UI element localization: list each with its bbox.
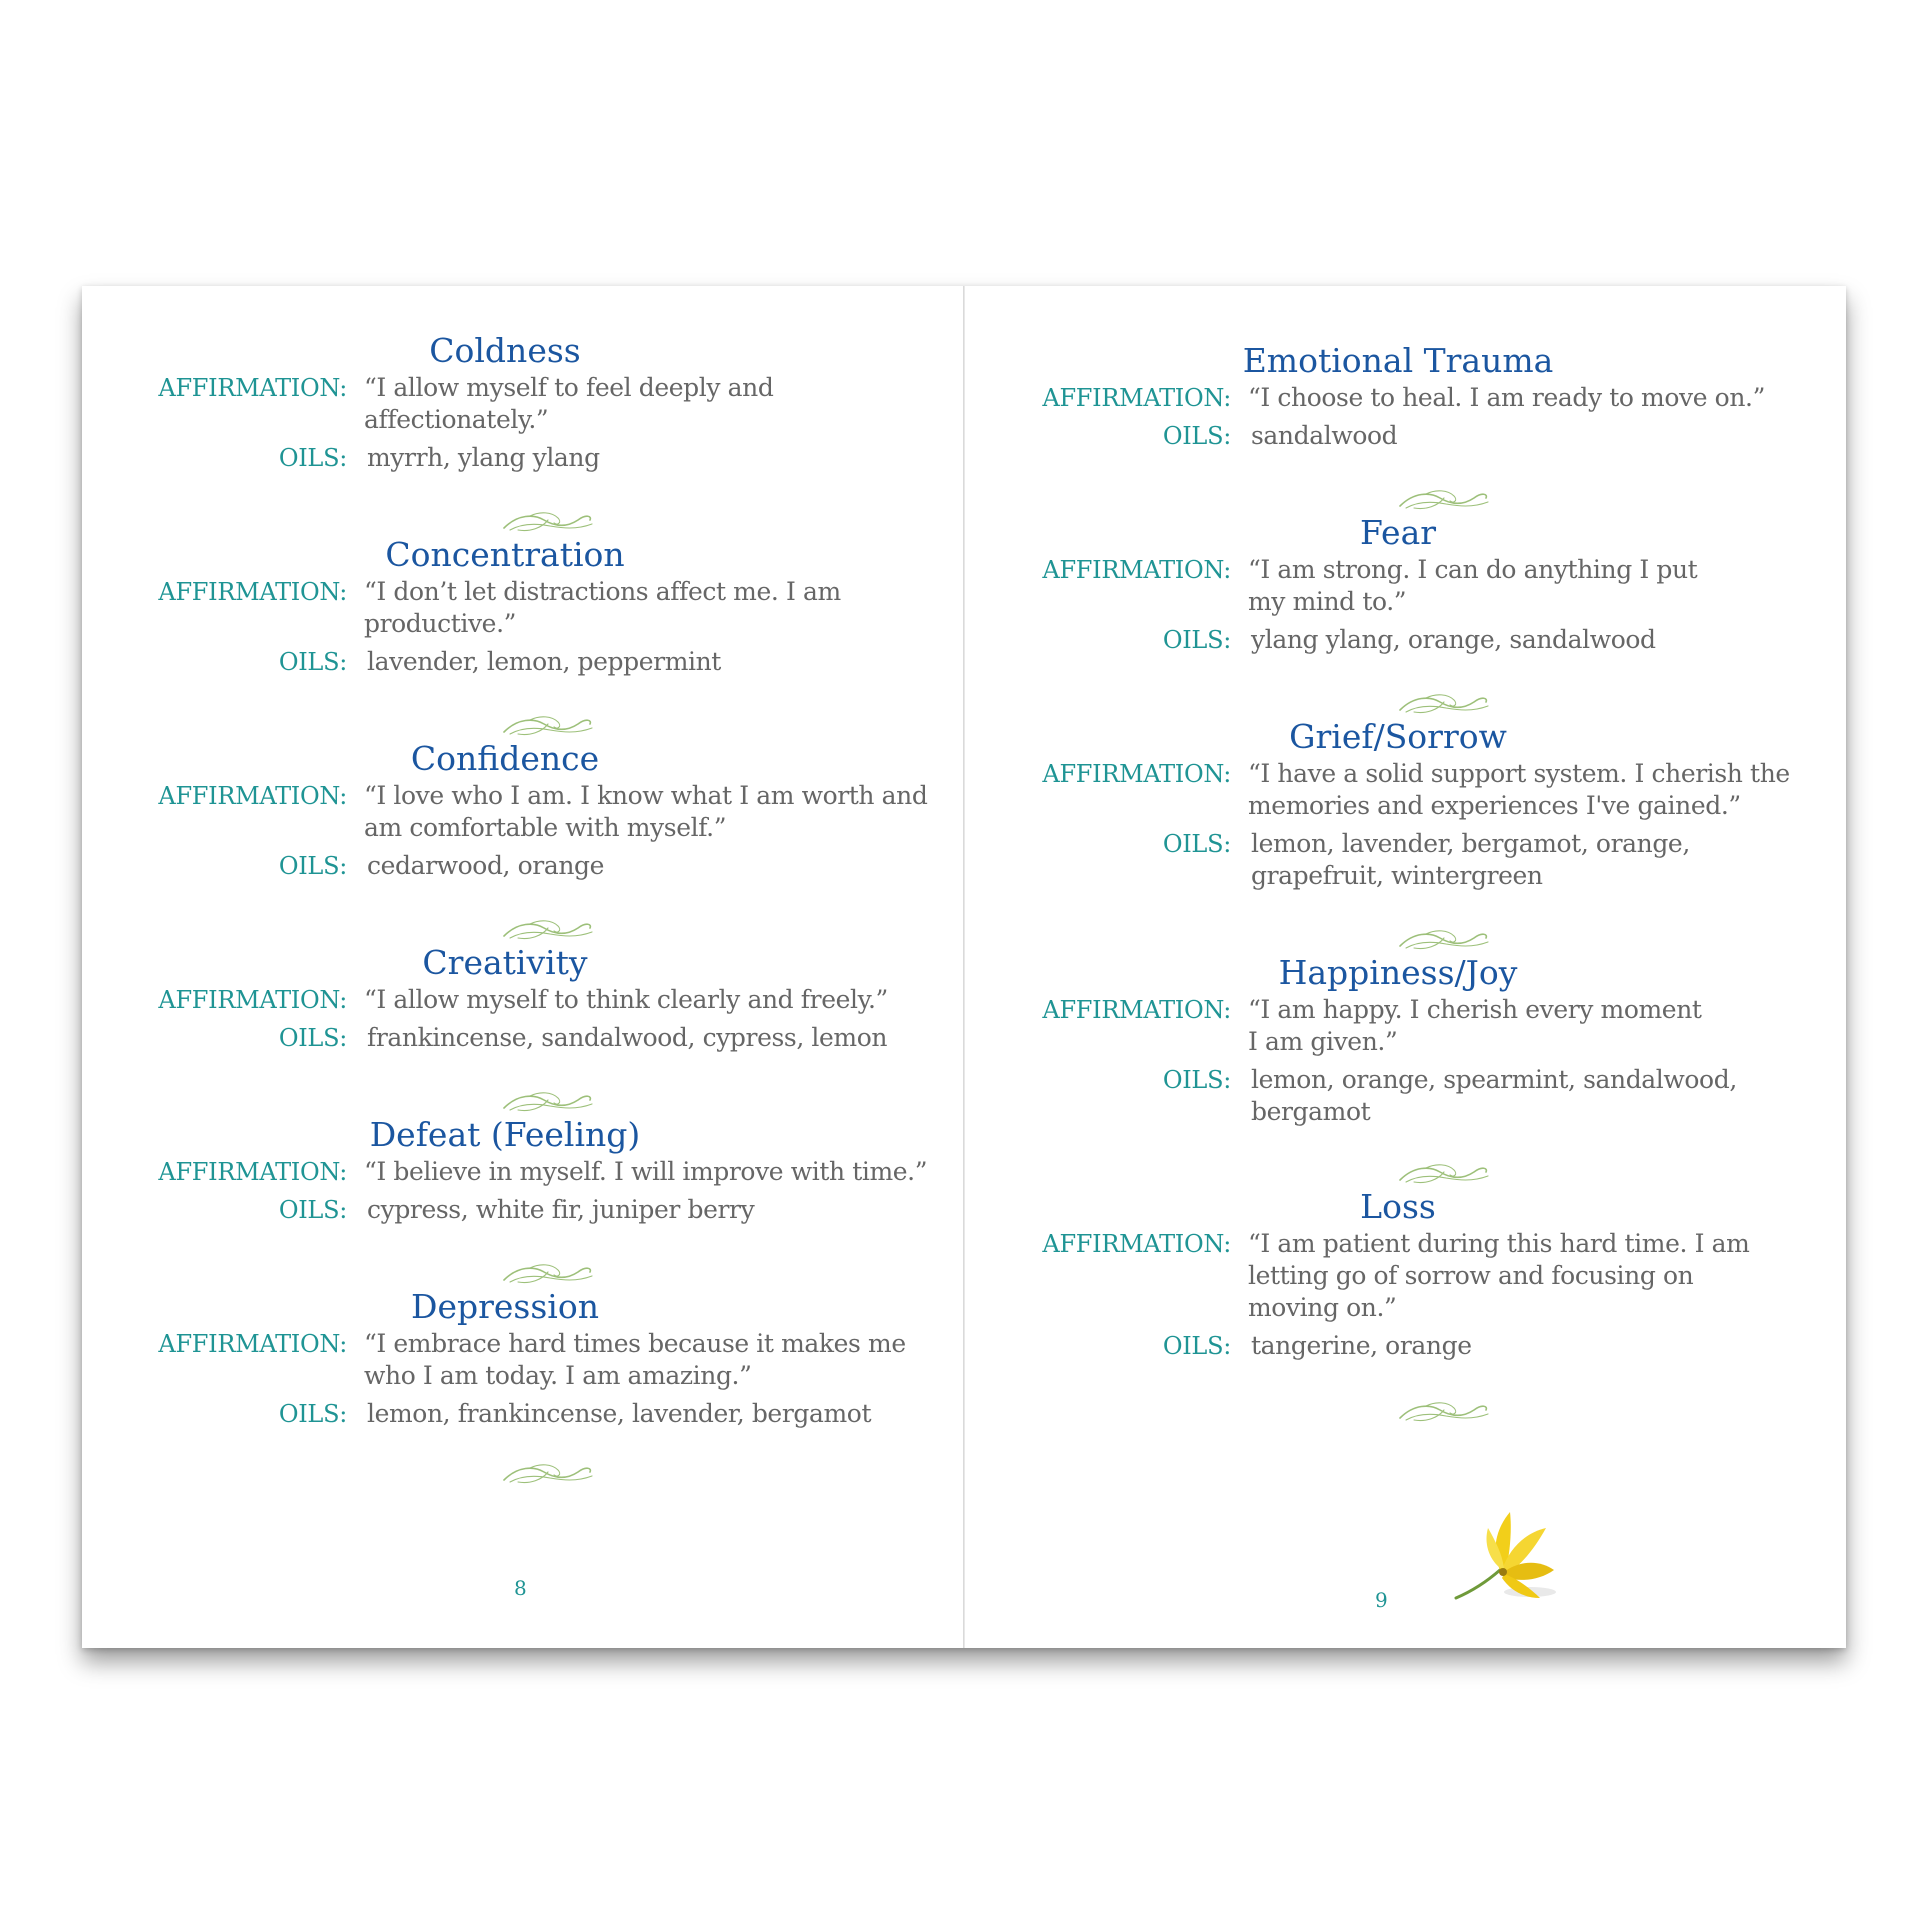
entry-title: Concentration — [385, 535, 625, 574]
oils-text — [367, 1398, 927, 1430]
affirmation-label: AFFIRMATION: — [158, 782, 347, 810]
affirmation-line: “I am patient during this hard time. I am — [1248, 1229, 1750, 1258]
oils-line: myrrh, ylang ylang — [367, 443, 600, 472]
entry — [966, 340, 1846, 452]
oils-line: lemon, lavender, bergamot, orange, — [1251, 829, 1690, 858]
affirmation-label: AFFIRMATION: — [1042, 760, 1231, 788]
flourish-divider-icon — [1396, 486, 1492, 514]
affirmation-label: AFFIRMATION: — [158, 374, 347, 402]
affirmation-line: memories and experiences I've gained.” — [1248, 791, 1741, 820]
affirmation-label: AFFIRMATION: — [158, 1158, 347, 1186]
entry-title: Depression — [411, 1287, 599, 1326]
affirmation-row — [966, 994, 1846, 1058]
affirmation-row — [966, 758, 1846, 822]
entry-title: Grief/Sorrow — [1289, 717, 1507, 756]
affirmation-label: AFFIRMATION: — [158, 1330, 347, 1358]
affirmation-label: AFFIRMATION: — [1042, 1230, 1231, 1258]
oils-label: OILS: — [278, 648, 347, 676]
oils-line: ylang ylang, orange, sandalwood — [1251, 625, 1656, 654]
oils-label: OILS: — [1162, 626, 1231, 654]
oils-line: lavender, lemon, peppermint — [367, 647, 721, 676]
affirmation-text — [1248, 758, 1819, 822]
entry-title: Loss — [1360, 1187, 1436, 1226]
oils-row — [82, 850, 964, 882]
oils-row — [966, 1064, 1846, 1128]
affirmation-label: AFFIRMATION: — [1042, 384, 1231, 412]
oils-row — [82, 646, 964, 678]
oils-row — [966, 420, 1846, 452]
affirmation-line: “I allow myself to think clearly and freely.” — [364, 985, 888, 1014]
oils-row — [82, 442, 964, 474]
oils-text — [1251, 828, 1811, 892]
affirmation-line: “I have a solid support system. I cherish the — [1248, 759, 1790, 788]
entry-title: Emotional Trauma — [1242, 341, 1554, 380]
flourish-divider-icon — [500, 1088, 596, 1116]
book-spread — [82, 286, 1846, 1648]
affirmation-line: I am given.” — [1248, 1027, 1398, 1056]
entry — [966, 512, 1846, 656]
entry — [82, 942, 964, 1054]
oils-row — [82, 1194, 964, 1226]
oils-text — [367, 646, 927, 678]
oils-text — [1251, 420, 1811, 452]
oils-label: OILS: — [278, 1400, 347, 1428]
oils-line: lemon, orange, spearmint, sandalwood, — [1251, 1065, 1737, 1094]
oils-row — [82, 1022, 964, 1054]
affirmation-line: “I don’t let distractions affect me. I am — [364, 577, 841, 606]
oils-row — [966, 1330, 1846, 1362]
flourish-divider-icon — [1396, 926, 1492, 954]
affirmation-line: “I am happy. I cherish every moment — [1248, 995, 1702, 1024]
affirmation-text — [364, 1156, 935, 1188]
entry-title: Fear — [1359, 513, 1437, 552]
oils-line: cypress, white fir, juniper berry — [367, 1195, 755, 1224]
flourish-divider-icon — [1396, 690, 1492, 718]
oils-row — [966, 828, 1846, 892]
affirmation-row — [82, 372, 964, 436]
affirmation-line: letting go of sorrow and focusing on — [1248, 1261, 1694, 1290]
affirmation-line: “I am strong. I can do anything I put — [1248, 555, 1698, 584]
oils-label: OILS: — [278, 852, 347, 880]
affirmation-line: am comfortable with myself.” — [364, 813, 727, 842]
affirmation-label: AFFIRMATION: — [158, 986, 347, 1014]
flourish-divider-icon — [1396, 1398, 1492, 1426]
oils-text — [1251, 624, 1811, 656]
ylang-ylang-flower-icon — [1450, 1508, 1560, 1604]
oils-label: OILS: — [1162, 1066, 1231, 1094]
oils-label: OILS: — [278, 1196, 347, 1224]
oils-label: OILS: — [1162, 830, 1231, 858]
affirmation-label: AFFIRMATION: — [1042, 996, 1231, 1024]
entry-title: Happiness/Joy — [1278, 953, 1518, 992]
affirmation-text — [364, 984, 935, 1016]
page-number: 8 — [514, 1576, 527, 1600]
oils-line: cedarwood, orange — [367, 851, 605, 880]
affirmation-line: who I am today. I am amazing.” — [364, 1361, 752, 1390]
affirmation-text — [364, 576, 935, 640]
entry-title: Creativity — [422, 943, 588, 982]
oils-line: tangerine, orange — [1251, 1331, 1472, 1360]
left-page — [82, 286, 964, 1648]
right-page — [966, 286, 1846, 1648]
oils-text — [1251, 1064, 1811, 1128]
oils-text — [367, 850, 927, 882]
oils-text — [367, 1194, 927, 1226]
affirmation-line: “I embrace hard times because it makes me — [364, 1329, 906, 1358]
oils-line: lemon, frankincense, lavender, bergamot — [367, 1399, 872, 1428]
oils-row — [966, 624, 1846, 656]
oils-line: bergamot — [1251, 1097, 1371, 1126]
affirmation-line: “I believe in myself. I will improve with time.” — [364, 1157, 928, 1186]
affirmation-label: AFFIRMATION: — [158, 578, 347, 606]
flourish-divider-icon — [500, 508, 596, 536]
flourish-divider-icon — [500, 916, 596, 944]
entry — [82, 330, 964, 474]
oils-label: OILS: — [278, 1024, 347, 1052]
entry — [966, 952, 1846, 1128]
affirmation-row — [82, 576, 964, 640]
affirmation-row — [82, 780, 964, 844]
affirmation-text — [1248, 1228, 1819, 1324]
entry — [82, 738, 964, 882]
affirmation-label: AFFIRMATION: — [1042, 556, 1231, 584]
affirmation-text — [1248, 994, 1819, 1058]
affirmation-line: “I love who I am. I know what I am worth and — [364, 781, 928, 810]
affirmation-row — [966, 382, 1846, 414]
entry — [966, 1186, 1846, 1362]
oils-label: OILS: — [278, 444, 347, 472]
affirmation-row — [966, 1228, 1846, 1324]
oils-line: grapefruit, wintergreen — [1251, 861, 1543, 890]
oils-label: OILS: — [1162, 1332, 1231, 1360]
affirmation-line: affectionately.” — [364, 405, 549, 434]
flourish-divider-icon — [500, 1260, 596, 1288]
affirmation-text — [1248, 554, 1819, 618]
flourish-divider-icon — [500, 1460, 596, 1488]
affirmation-text — [364, 780, 935, 844]
oils-row — [82, 1398, 964, 1430]
flourish-divider-icon — [1396, 1160, 1492, 1188]
oils-line: frankincense, sandalwood, cypress, lemon — [367, 1023, 888, 1052]
entry — [82, 1286, 964, 1430]
oils-line: sandalwood — [1251, 421, 1398, 450]
affirmation-line: my mind to.” — [1248, 587, 1407, 616]
entry — [82, 1114, 964, 1226]
affirmation-text — [364, 1328, 935, 1392]
affirmation-row — [82, 1328, 964, 1392]
oils-label: OILS: — [1162, 422, 1231, 450]
entry-title: Defeat (Feeling) — [369, 1115, 641, 1154]
oils-text — [1251, 1330, 1811, 1362]
affirmation-row — [82, 1156, 964, 1188]
entry — [82, 534, 964, 678]
entry-title: Coldness — [429, 331, 581, 370]
affirmation-row — [82, 984, 964, 1016]
flourish-divider-icon — [500, 712, 596, 740]
affirmation-line: “I allow myself to feel deeply and — [364, 373, 774, 402]
entry-title: Confidence — [410, 739, 600, 778]
affirmation-row — [966, 554, 1846, 618]
affirmation-line: productive.” — [364, 609, 516, 638]
page-number: 9 — [1375, 1588, 1388, 1612]
affirmation-text — [364, 372, 935, 436]
affirmation-line: “I choose to heal. I am ready to move on.” — [1248, 383, 1765, 412]
affirmation-text — [1248, 382, 1819, 414]
affirmation-line: moving on.” — [1248, 1293, 1397, 1322]
oils-text — [367, 1022, 927, 1054]
entry — [966, 716, 1846, 892]
oils-text — [367, 442, 927, 474]
